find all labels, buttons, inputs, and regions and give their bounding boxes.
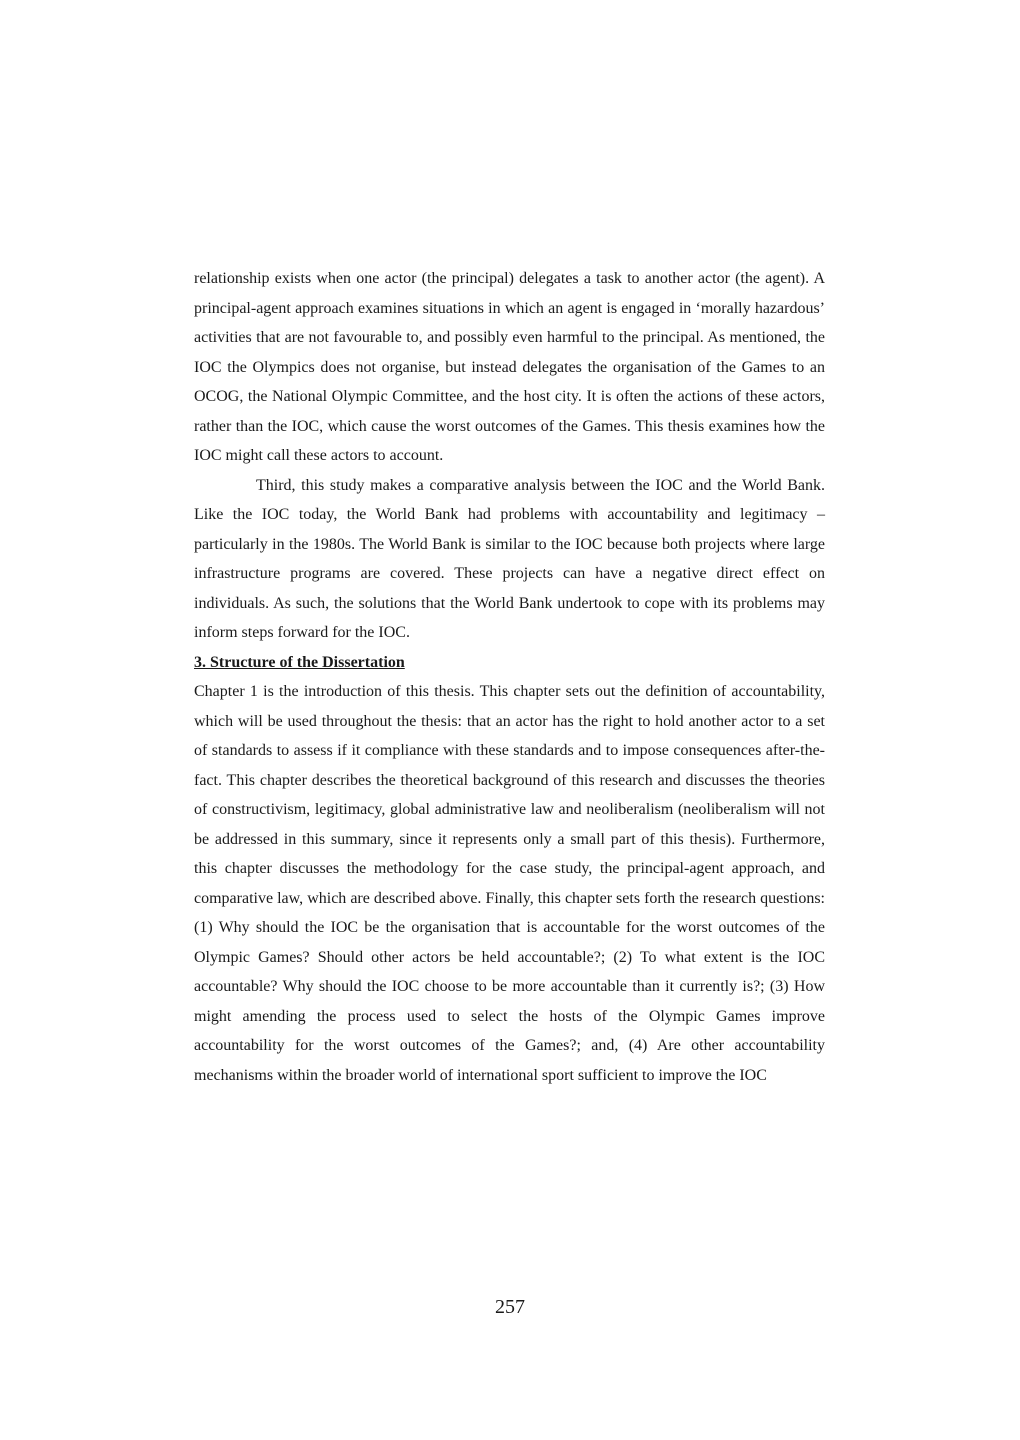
page-body: [194, 264, 825, 1090]
paragraph-chapter-1: Chapter 1 is the introduction of this thesis. This chapter sets out the definition of accountability, which will be used throughout the thesis: that an actor has the right to hold another actor to a set of standards to assess if it compliance with these standards and to impose consequences after-the-fact. This chapter describes the theoretical background of this research and discusses the theories of constructivism, legitimacy, global administrative law and neoliberalism (neoliberalism will not be addressed in this summary, since it represents only a small part of this thesis). Furthermore, this chapter discusses the methodology for the case study, the principal-agent approach, and comparative law, which are described above. Finally, this chapter sets forth the research questions: (1) Why should the IOC be the organisation that is accountable for the worst outcomes of the Olympic Games? Should other actors be held accountable?; (2) To what extent is the IOC accountable? Why should the IOC choose to be more accountable than it currently is?; (3) How might amending the process used to select the hosts of the Olympic Games improve accountability for the worst outcomes of the Games?; and, (4) Are other accountability mechanisms within the broader world of international sport sufficient to improve the IOC: [194, 683, 825, 1084]
section-heading: [194, 648, 825, 678]
paragraph-world-bank-comparison: Third, this study makes a comparative analysis between the IOC and the World Bank. Like the IOC today, the World Bank had problems with accountability and legitimacy – particularly in the 1980s. The World Bank is similar to the IOC because both projects where large infrastructure programs are covered. These projects can have a negative direct effect on individuals. As such, the solutions that the World Bank undertook to cope with its problems may inform steps forward for the IOC.: [194, 476, 825, 641]
section-heading-text: 3. Structure of the Dissertation: [194, 653, 405, 671]
paragraph-principal-agent: relationship exists when one actor (the principal) delegates a task to another actor (the agent). A principal-agent approach examines situations in which an agent is engaged in ‘morally hazardous’ activities that are not favourable to, and possibly even harmful to the principal. As mentioned, the IOC the Olympics does not organise, but instead delegates the organisation of the Games to an OCOG, the National Olympic Committee, and the host city. It is often the actions of these actors, rather than the IOC, which cause the worst outcomes of the Games. This thesis examines how the IOC might call these actors to account.: [194, 270, 825, 464]
page-number: 257: [495, 1296, 525, 1318]
